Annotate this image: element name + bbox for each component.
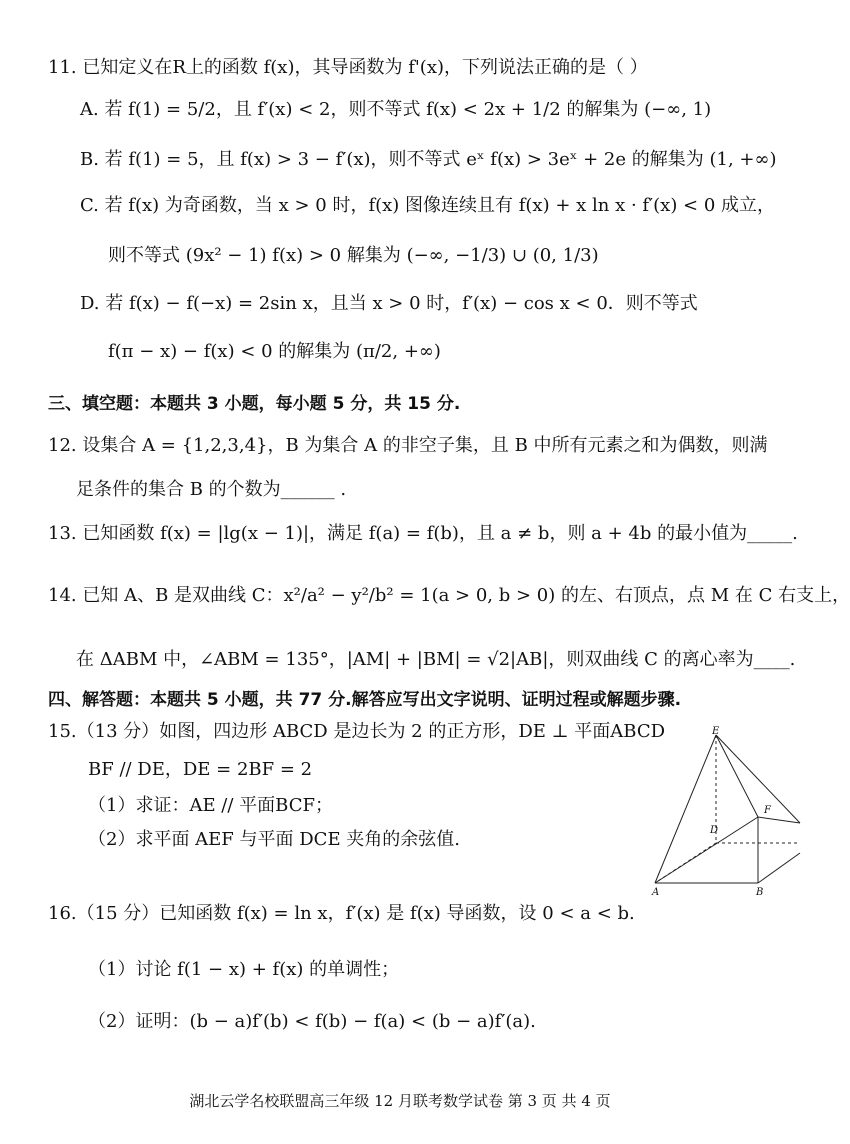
question-12-line1: 12. 设集合 A = {1,2,3,4}，B 为集合 A 的非空子集，且 B 中所有元素之和为偶数，则满 <box>48 435 768 456</box>
question-15-line1: 15.（13 分）如图，四边形 ABCD 是边长为 2 的正方形，DE ⊥ 平面ABCD <box>48 721 666 742</box>
question-11-option-a: A. 若 f(1) = 5/2，且 f′(x) < 2，则不等式 f(x) < 2x + 1/2 的解集为 (−∞, 1) <box>80 99 712 120</box>
section-4-heading: 四、解答题：本题共 5 小题，共 77 分.解答应写出文字说明、证明过程或解题步骤. <box>48 690 682 710</box>
geometry-figure <box>650 725 800 898</box>
figure-label-d: D <box>710 825 719 836</box>
question-11-option-d-line2: f(π − x) − f(x) < 0 的解集为 (π/2, +∞) <box>108 341 441 362</box>
figure-label-e: E <box>712 726 720 737</box>
question-12-line2: 足条件的集合 B 的个数为______ . <box>76 479 347 500</box>
section-3-heading: 三、填空题：本题共 3 小题，每小题 5 分，共 15 分. <box>48 394 461 414</box>
question-11-option-b: B. 若 f(1) = 5，且 f(x) > 3 − f′(x)，则不等式 eˣ f(x) > 3eˣ + 2e 的解集为 (1, +∞) <box>80 149 777 170</box>
question-14-line2: 在 ΔABM 中，∠ABM = 135°，|AM| + |BM| = √2|AB|，则双曲线 C 的离心率为____. <box>76 649 796 670</box>
question-11-stem: 11. 已知定义在R上的函数 f(x)，其导函数为 f'(x)，下列说法正确的是（ ） <box>48 57 648 78</box>
question-16-part1: （1）讨论 f(1 − x) + f(x) 的单调性； <box>88 959 400 980</box>
question-15-part2: （2）求平面 AEF 与平面 DCE 夹角的余弦值. <box>88 829 461 850</box>
figure-label-f: F <box>764 805 771 816</box>
question-11-option-c-line1: C. 若 f(x) 为奇函数，当 x > 0 时，f(x) 图像连续且有 f(x) + x ln x · f′(x) < 0 成立， <box>80 195 776 216</box>
figure-label-a: A <box>652 887 660 898</box>
question-11-option-d-line1: D. 若 f(x) − f(−x) = 2sin x，且当 x > 0 时，f′(x) − cos x < 0．则不等式 <box>80 293 698 314</box>
question-14-line1: 14. 已知 A、B 是双曲线 C：x²/a² − y²/b² = 1(a > 0, b > 0) 的左、右顶点，点 M 在 C 右支上， <box>48 585 850 606</box>
question-13: 13. 已知函数 f(x) = |lg(x − 1)|，满足 f(a) = f(b)，且 a ≠ b，则 a + 4b 的最小值为_____. <box>48 523 798 544</box>
question-15-line2: BF // DE，DE = 2BF = 2 <box>88 759 313 780</box>
question-16-line1: 16.（15 分）已知函数 f(x) = ln x，f′(x) 是 f(x) 导函数，设 0 < a < b. <box>48 903 635 924</box>
question-11-option-c-line2: 则不等式 (9x² − 1) f(x) > 0 解集为 (−∞, −1/3) ∪ (0, 1/3) <box>108 245 599 266</box>
figure-label-b: B <box>756 887 764 898</box>
question-15-part1: （1）求证：AE // 平面BCF； <box>88 795 333 816</box>
question-16-part2: （2）证明：(b − a)f′(b) < f(b) − f(a) < (b − a)f′(a). <box>88 1011 536 1032</box>
page-footer: 湖北云学名校联盟高三年级 12 月联考数学试卷 第 3 页 共 4 页 <box>189 1092 611 1110</box>
